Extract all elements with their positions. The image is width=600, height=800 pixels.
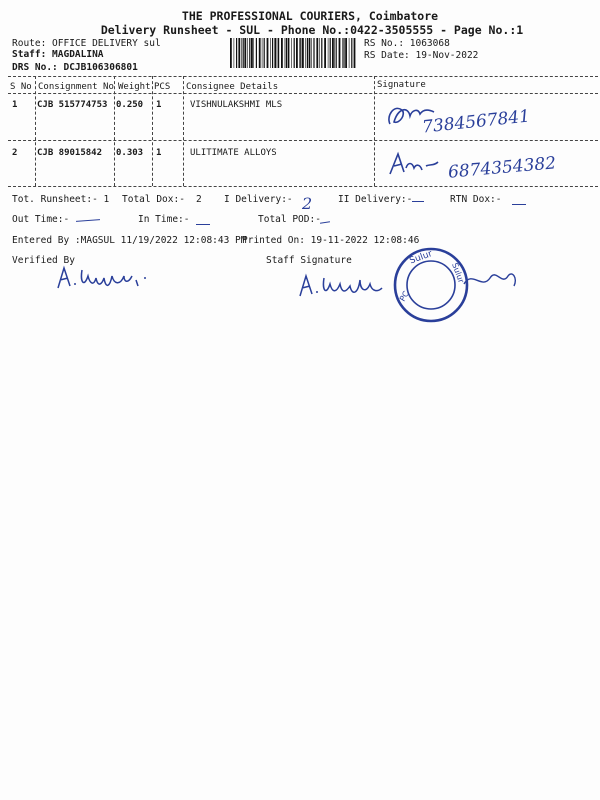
row-1-signature-phone: 7384567841: [421, 106, 531, 138]
col-header-consignee: Consignee Details: [186, 82, 279, 92]
col-divider: [152, 76, 153, 186]
row-2-signature-phone: 6874354382: [447, 153, 557, 183]
table-header-rule: [8, 93, 598, 94]
in-time-dash: [196, 224, 210, 225]
stamp-overlay-scribble: [462, 264, 522, 294]
staff-label: Staff: MAGDALINA: [12, 49, 104, 60]
staff-signature-label: Staff Signature: [266, 255, 352, 266]
printed-on: Printed On: 19-11-2022 12:08:46: [242, 235, 420, 246]
staff-signature-scribble: [296, 270, 406, 302]
col-divider: [183, 76, 184, 186]
col-header-sno: S No: [10, 82, 32, 92]
office-stamp: [392, 246, 470, 324]
row-2-signature-scribble: [386, 148, 442, 178]
out-time-dash: [76, 219, 100, 222]
company-title: THE PROFESSIONAL COURIERS, Coimbatore: [181, 9, 439, 23]
col-header-pcs: PCS: [154, 82, 171, 92]
row-1-consignee: VISHNULAKSHMI MLS: [190, 100, 283, 110]
i-delivery-value: 2: [302, 194, 313, 213]
barcode-image: [230, 38, 358, 68]
runsheet-subtitle: Delivery Runsheet - SUL - Phone No.:0422-3505555 - Page No.:1: [100, 23, 524, 37]
row-1-weight: 0.250: [116, 100, 144, 110]
i-delivery-label: I Delivery:-: [224, 194, 293, 205]
route-label: Route: OFFICE DELIVERY sul: [12, 38, 161, 49]
rs-number: RS No.: 1063068: [364, 38, 450, 49]
stamp-right-text: Sulur: [450, 261, 466, 285]
ii-delivery-dash: [412, 201, 424, 202]
row-2-pcs: 1: [156, 148, 162, 158]
rs-date: RS Date: 19-Nov-2022: [364, 50, 479, 61]
total-runsheet: Tot. Runsheet:- 1: [12, 194, 110, 205]
row-1-rule: [8, 140, 598, 141]
row-2-rule: [8, 186, 598, 187]
row-1-consignment: CJB 515774753: [37, 100, 108, 110]
total-dox-value: 2: [196, 194, 202, 205]
col-divider: [35, 76, 36, 186]
row-2-weight: 0.303: [116, 148, 144, 158]
stamp-top-text: Sulur: [408, 249, 434, 267]
rtn-dox-label: RTN Dox:-: [450, 194, 502, 205]
drs-number: DRS No.: DCJB106306801: [12, 62, 138, 73]
row-2-consignee: ULITIMATE ALLOYS: [190, 148, 277, 158]
out-time-label: Out Time:-: [12, 214, 70, 225]
rtn-dox-dash: [512, 204, 526, 205]
col-header-signature: Signature: [377, 80, 426, 90]
col-divider: [114, 76, 115, 186]
total-pod-dash: [320, 221, 330, 223]
in-time-label: In Time:-: [138, 214, 190, 225]
col-header-consignment: Consignment No: [38, 82, 114, 92]
entered-by: Entered By :MAGSUL 11/19/2022 12:08:43 PM: [12, 235, 247, 246]
row-2-sno: 2: [12, 148, 18, 158]
total-dox-label: Total Dox:-: [122, 194, 185, 205]
table-top-rule: [8, 76, 598, 77]
col-divider: [374, 76, 375, 186]
col-header-weight: Weight: [118, 82, 151, 92]
verified-by-label: Verified By: [12, 255, 75, 266]
total-pod-label: Total POD:-: [258, 214, 321, 225]
row-2-consignment: CJB 89015842: [37, 148, 103, 158]
ii-delivery-label: II Delivery:-: [338, 194, 413, 205]
verified-by-signature: [54, 262, 164, 294]
row-1-pcs: 1: [156, 100, 162, 110]
row-1-sno: 1: [12, 100, 18, 110]
stamp-side-text: PC: [397, 289, 411, 303]
